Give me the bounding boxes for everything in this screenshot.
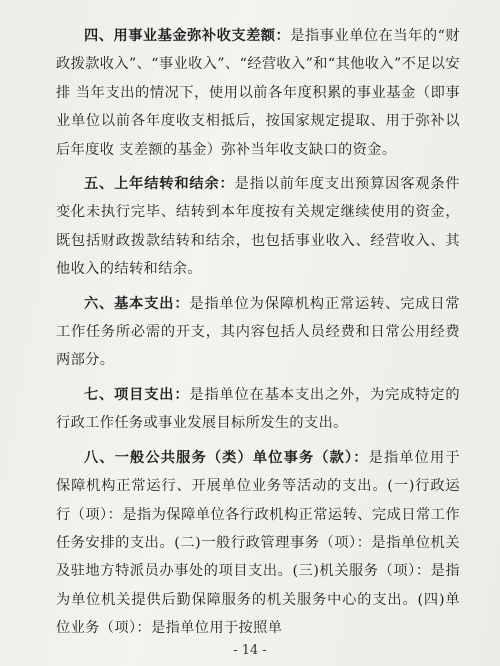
paragraph-6-body: 是指单位为保障机构正常运转、完成日常工作任务所必需的开支，其内容包括人员经费和日常公用经费两部分。 [56,295,461,369]
paragraph-5-body: 是指以前年度支出预算因客观条件变化未执行完毕、结转到本年度按有关规定继续使用的资金，既包括财政拨款结转和结余，也包括事业收入、经营收入、其他收入的结转和结余。 [56,176,460,278]
paragraph-7 [56,381,460,438]
paragraph-5-heading: 五、上年结转和结余： [84,176,235,193]
paragraph-6 [56,290,460,375]
paragraph-5 [56,170,460,284]
paragraph-7-body: 是指单位在基本支出之外，为完成特定的行政工作任务或事业发展目标所发生的支出。 [56,386,461,432]
paragraph-4 [56,22,460,164]
paragraph-4-heading: 四、用事业基金弥补收支差额： [84,28,291,44]
paragraph-4-body: 是指事业单位在当年的“财政拨款收入”、“事业收入”、“经营收入”和“其他收入”不足以安排 当年支出的情况下，使用以前各年度积累的事业基金（即事业单位以前各年度收支相抵后，按国家规定提取、用于弥补以后年度收 支差额的基金）弥补当年收支缺口的资金。 [56,28,460,158]
paragraph-8-body: 是指单位用于 保障机构正常运行、开展单位业务等活动的支出。(一)行政运行（项）：是指为保障单位各行政机构正常运转、完成日常工作任务安排的支出。(二)一般行政管理事务（项）：是指单位机关及驻地方特派员办事处的项目支出。(三)机关服务（项）：是指为单位机关提供后勤保障服务的机关服务中心的支出。(四)单位业务（项）：是指单位用于按照单 [56,449,460,637]
page-number: - 14 - [233,643,267,658]
paragraph-8 [56,444,460,643]
paragraph-7-heading: 七、项目支出： [84,386,190,403]
paragraph-6-heading: 六、基本支出： [84,295,190,312]
paragraph-8-heading: 八、一般公共服务（类）单位事务（款）： [84,449,369,466]
